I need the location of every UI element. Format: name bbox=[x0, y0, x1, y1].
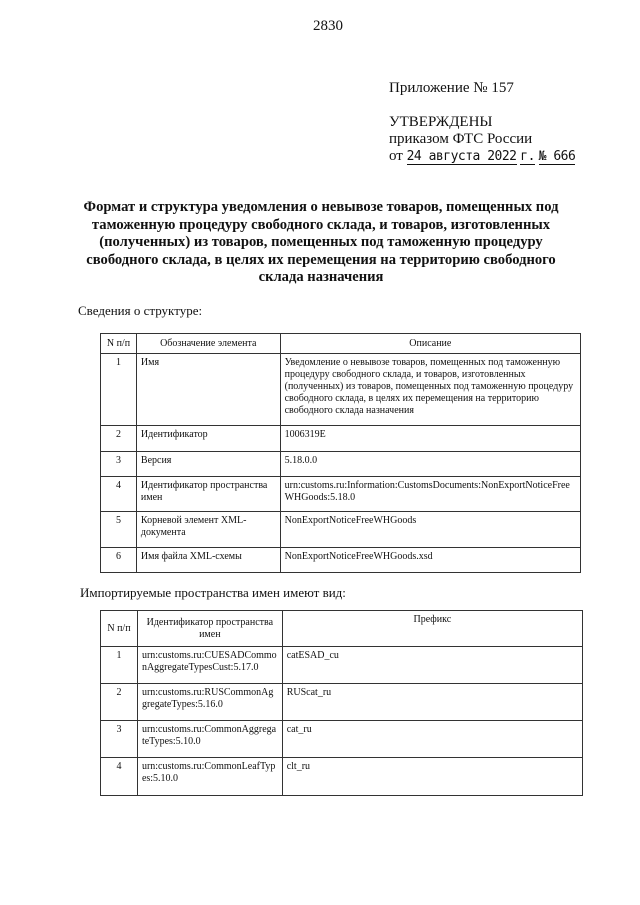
table-row bbox=[101, 684, 583, 721]
element-name: Идентификатор bbox=[136, 426, 280, 452]
namespace-prefix: RUScat_ru bbox=[282, 684, 582, 721]
table-header-row bbox=[101, 611, 583, 647]
table-row bbox=[101, 548, 581, 573]
order-date-line bbox=[389, 148, 575, 165]
namespace-id: urn:customs.ru:RUSCommonAggregateTypes:5.16.0 bbox=[137, 684, 282, 721]
col-header-prefix: Префикс bbox=[282, 611, 582, 647]
element-name: Имя bbox=[136, 354, 280, 426]
year-suffix: г. bbox=[520, 149, 535, 164]
table-row bbox=[101, 426, 581, 452]
namespace-id: urn:customs.ru:CommonLeafTypes:5.10.0 bbox=[137, 758, 282, 796]
row-number: 3 bbox=[101, 452, 137, 477]
element-name: Имя файла XML-схемы bbox=[136, 548, 280, 573]
row-number: 1 bbox=[101, 647, 138, 684]
approval-block bbox=[389, 114, 575, 165]
col-header-namespace: Идентификатор пространства имен bbox=[137, 611, 282, 647]
row-number: 1 bbox=[101, 354, 137, 426]
structure-section-label: Сведения о структуре: bbox=[78, 303, 203, 318]
document-title: Формат и структура уведомления о невывозе товаров, помещенных под таможенную процедуру свободного склада, и товаров, изготовленных (полученных) из товаров, помещенных под таможенную процедуру свободного склада, в целях их перемещения на территорию свободного склада назначения bbox=[83, 199, 559, 285]
namespaces-section-label: Импортируемые пространства имен имеют вид: bbox=[80, 585, 346, 600]
structure-table bbox=[100, 333, 581, 573]
element-name: Корневой элемент XML-документа bbox=[136, 512, 280, 548]
row-number: 2 bbox=[101, 426, 137, 452]
namespaces-table bbox=[100, 610, 583, 796]
element-description: 1006319E bbox=[280, 426, 580, 452]
table-row bbox=[101, 721, 583, 758]
approved-label: УТВЕРЖДЕНЫ bbox=[389, 114, 493, 130]
row-number: 2 bbox=[101, 684, 138, 721]
element-description: 5.18.0.0 bbox=[280, 452, 580, 477]
col-header-element: Обозначение элемента bbox=[136, 334, 280, 354]
element-description: NonExportNoticeFreeWHGoods.xsd bbox=[280, 548, 580, 573]
element-description: NonExportNoticeFreeWHGoods bbox=[280, 512, 580, 548]
row-number: 3 bbox=[101, 721, 138, 758]
namespace-prefix: clt_ru bbox=[282, 758, 582, 796]
table-row bbox=[101, 512, 581, 548]
table-row bbox=[101, 647, 583, 684]
row-number: 4 bbox=[101, 477, 137, 512]
page-number: 2830 bbox=[313, 18, 343, 34]
table-row bbox=[101, 758, 583, 796]
table-row bbox=[101, 477, 581, 512]
namespace-id: urn:customs.ru:CUESADCommonAggregateTypesCust:5.17.0 bbox=[137, 647, 282, 684]
element-description: Уведомление о невывозе товаров, помещенных под таможенную процедуру свободного склада, и товаров, изготовленных (полученных) из товаров, помещенных под таможенную процедуру свободного склада, в целях их перемещения на территорию свободного склада назначения bbox=[280, 354, 580, 426]
table-row bbox=[101, 452, 581, 477]
from-prefix: от bbox=[389, 148, 403, 164]
col-header-description: Описание bbox=[280, 334, 580, 354]
approved-by-order: приказом ФТС России bbox=[389, 131, 533, 147]
table-header-row bbox=[101, 334, 581, 354]
namespace-prefix: catESAD_cu bbox=[282, 647, 582, 684]
element-description: urn:customs.ru:Information:CustomsDocuments:NonExportNoticeFreeWHGoods:5.18.0 bbox=[280, 477, 580, 512]
namespace-prefix: cat_ru bbox=[282, 721, 582, 758]
row-number: 6 bbox=[101, 548, 137, 573]
annex-number: Приложение № 157 bbox=[389, 80, 514, 96]
table-row bbox=[101, 354, 581, 426]
row-number: 4 bbox=[101, 758, 138, 796]
namespace-id: urn:customs.ru:CommonAggregateTypes:5.10.0 bbox=[137, 721, 282, 758]
order-date: 24 августа 2022 bbox=[406, 149, 517, 164]
row-number: 5 bbox=[101, 512, 137, 548]
element-name: Версия bbox=[136, 452, 280, 477]
col-header-number: N п/п bbox=[101, 611, 138, 647]
element-name: Идентификатор пространства имен bbox=[136, 477, 280, 512]
col-header-number: N п/п bbox=[101, 334, 137, 354]
order-number: № 666 bbox=[538, 149, 576, 164]
